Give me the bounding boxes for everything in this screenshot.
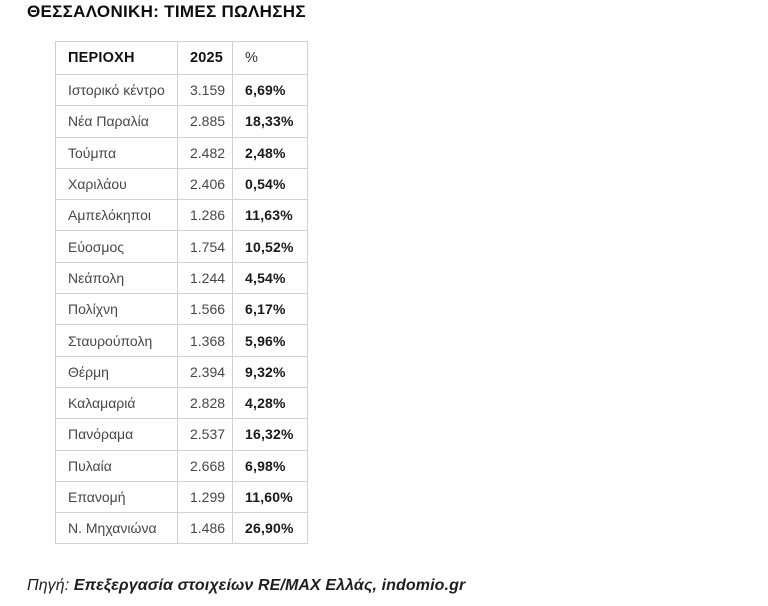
area-cell: Νέα Παραλία [56,106,178,137]
price-cell: 1.368 [178,325,233,356]
area-cell: Πολίχνη [56,294,178,325]
area-cell: Εύοσμος [56,231,178,262]
table-row [56,75,308,106]
price-cell: 2.537 [178,419,233,450]
price-cell: 1.299 [178,481,233,512]
price-cell: 1.754 [178,231,233,262]
percent-cell: 0,54% [233,168,308,199]
price-cell: 2.828 [178,387,233,418]
area-cell: Σταυρούπολη [56,325,178,356]
area-cell: Χαριλάου [56,168,178,199]
price-cell: 2.406 [178,168,233,199]
price-cell: 2.668 [178,450,233,481]
area-cell: Επανομή [56,481,178,512]
area-cell: Πανόραμα [56,419,178,450]
percent-cell: 10,52% [233,231,308,262]
percent-cell: 11,63% [233,200,308,231]
price-cell: 2.482 [178,137,233,168]
area-cell: Τούμπα [56,137,178,168]
table-row [56,231,308,262]
area-cell: Καλαμαριά [56,387,178,418]
table-row [56,200,308,231]
percent-cell: 11,60% [233,481,308,512]
prices-table [55,41,308,544]
table-row [56,168,308,199]
price-cell: 2.885 [178,106,233,137]
table-row [56,481,308,512]
percent-cell: 4,28% [233,387,308,418]
area-cell: Ιστορικό κέντρο [56,75,178,106]
area-cell: Αμπελόκηποι [56,200,178,231]
source-note [27,577,465,595]
table-row [56,262,308,293]
percent-cell: 16,32% [233,419,308,450]
page-title: ΘΕΣΣΑΛΟΝΙΚΗ: ΤΙΜΕΣ ΠΩΛΗΣΗΣ [27,2,306,21]
percent-cell: 5,96% [233,325,308,356]
percent-cell: 18,33% [233,106,308,137]
price-cell: 2.394 [178,356,233,387]
source-label: Πηγή: [27,577,70,594]
price-cell: 3.159 [178,75,233,106]
area-cell: Πυλαία [56,450,178,481]
percent-cell: 2,48% [233,137,308,168]
column-header-percent: % [233,42,308,75]
percent-cell: 6,98% [233,450,308,481]
percent-cell: 6,17% [233,294,308,325]
price-cell: 1.286 [178,200,233,231]
column-header-year: 2025 [178,42,233,75]
percent-cell: 26,90% [233,513,308,544]
price-cell: 1.486 [178,513,233,544]
table-row [56,325,308,356]
area-cell: Θέρμη [56,356,178,387]
percent-cell: 9,32% [233,356,308,387]
table-body [56,75,308,544]
column-header-area: ΠΕΡΙΟΧΗ [56,42,178,75]
table-row [56,513,308,544]
table-row [56,387,308,418]
table-row [56,294,308,325]
area-cell: Ν. Μηχανιώνα [56,513,178,544]
table-row [56,137,308,168]
price-cell: 1.244 [178,262,233,293]
price-cell: 1.566 [178,294,233,325]
table-row [56,450,308,481]
table-header-row [56,42,308,75]
table-row [56,356,308,387]
area-cell: Νεάπολη [56,262,178,293]
percent-cell: 4,54% [233,262,308,293]
table-row [56,419,308,450]
table-row [56,106,308,137]
percent-cell: 6,69% [233,75,308,106]
source-text: Επεξεργασία στοιχείων RE/MAX Ελλάς, indomio.gr [73,577,466,594]
